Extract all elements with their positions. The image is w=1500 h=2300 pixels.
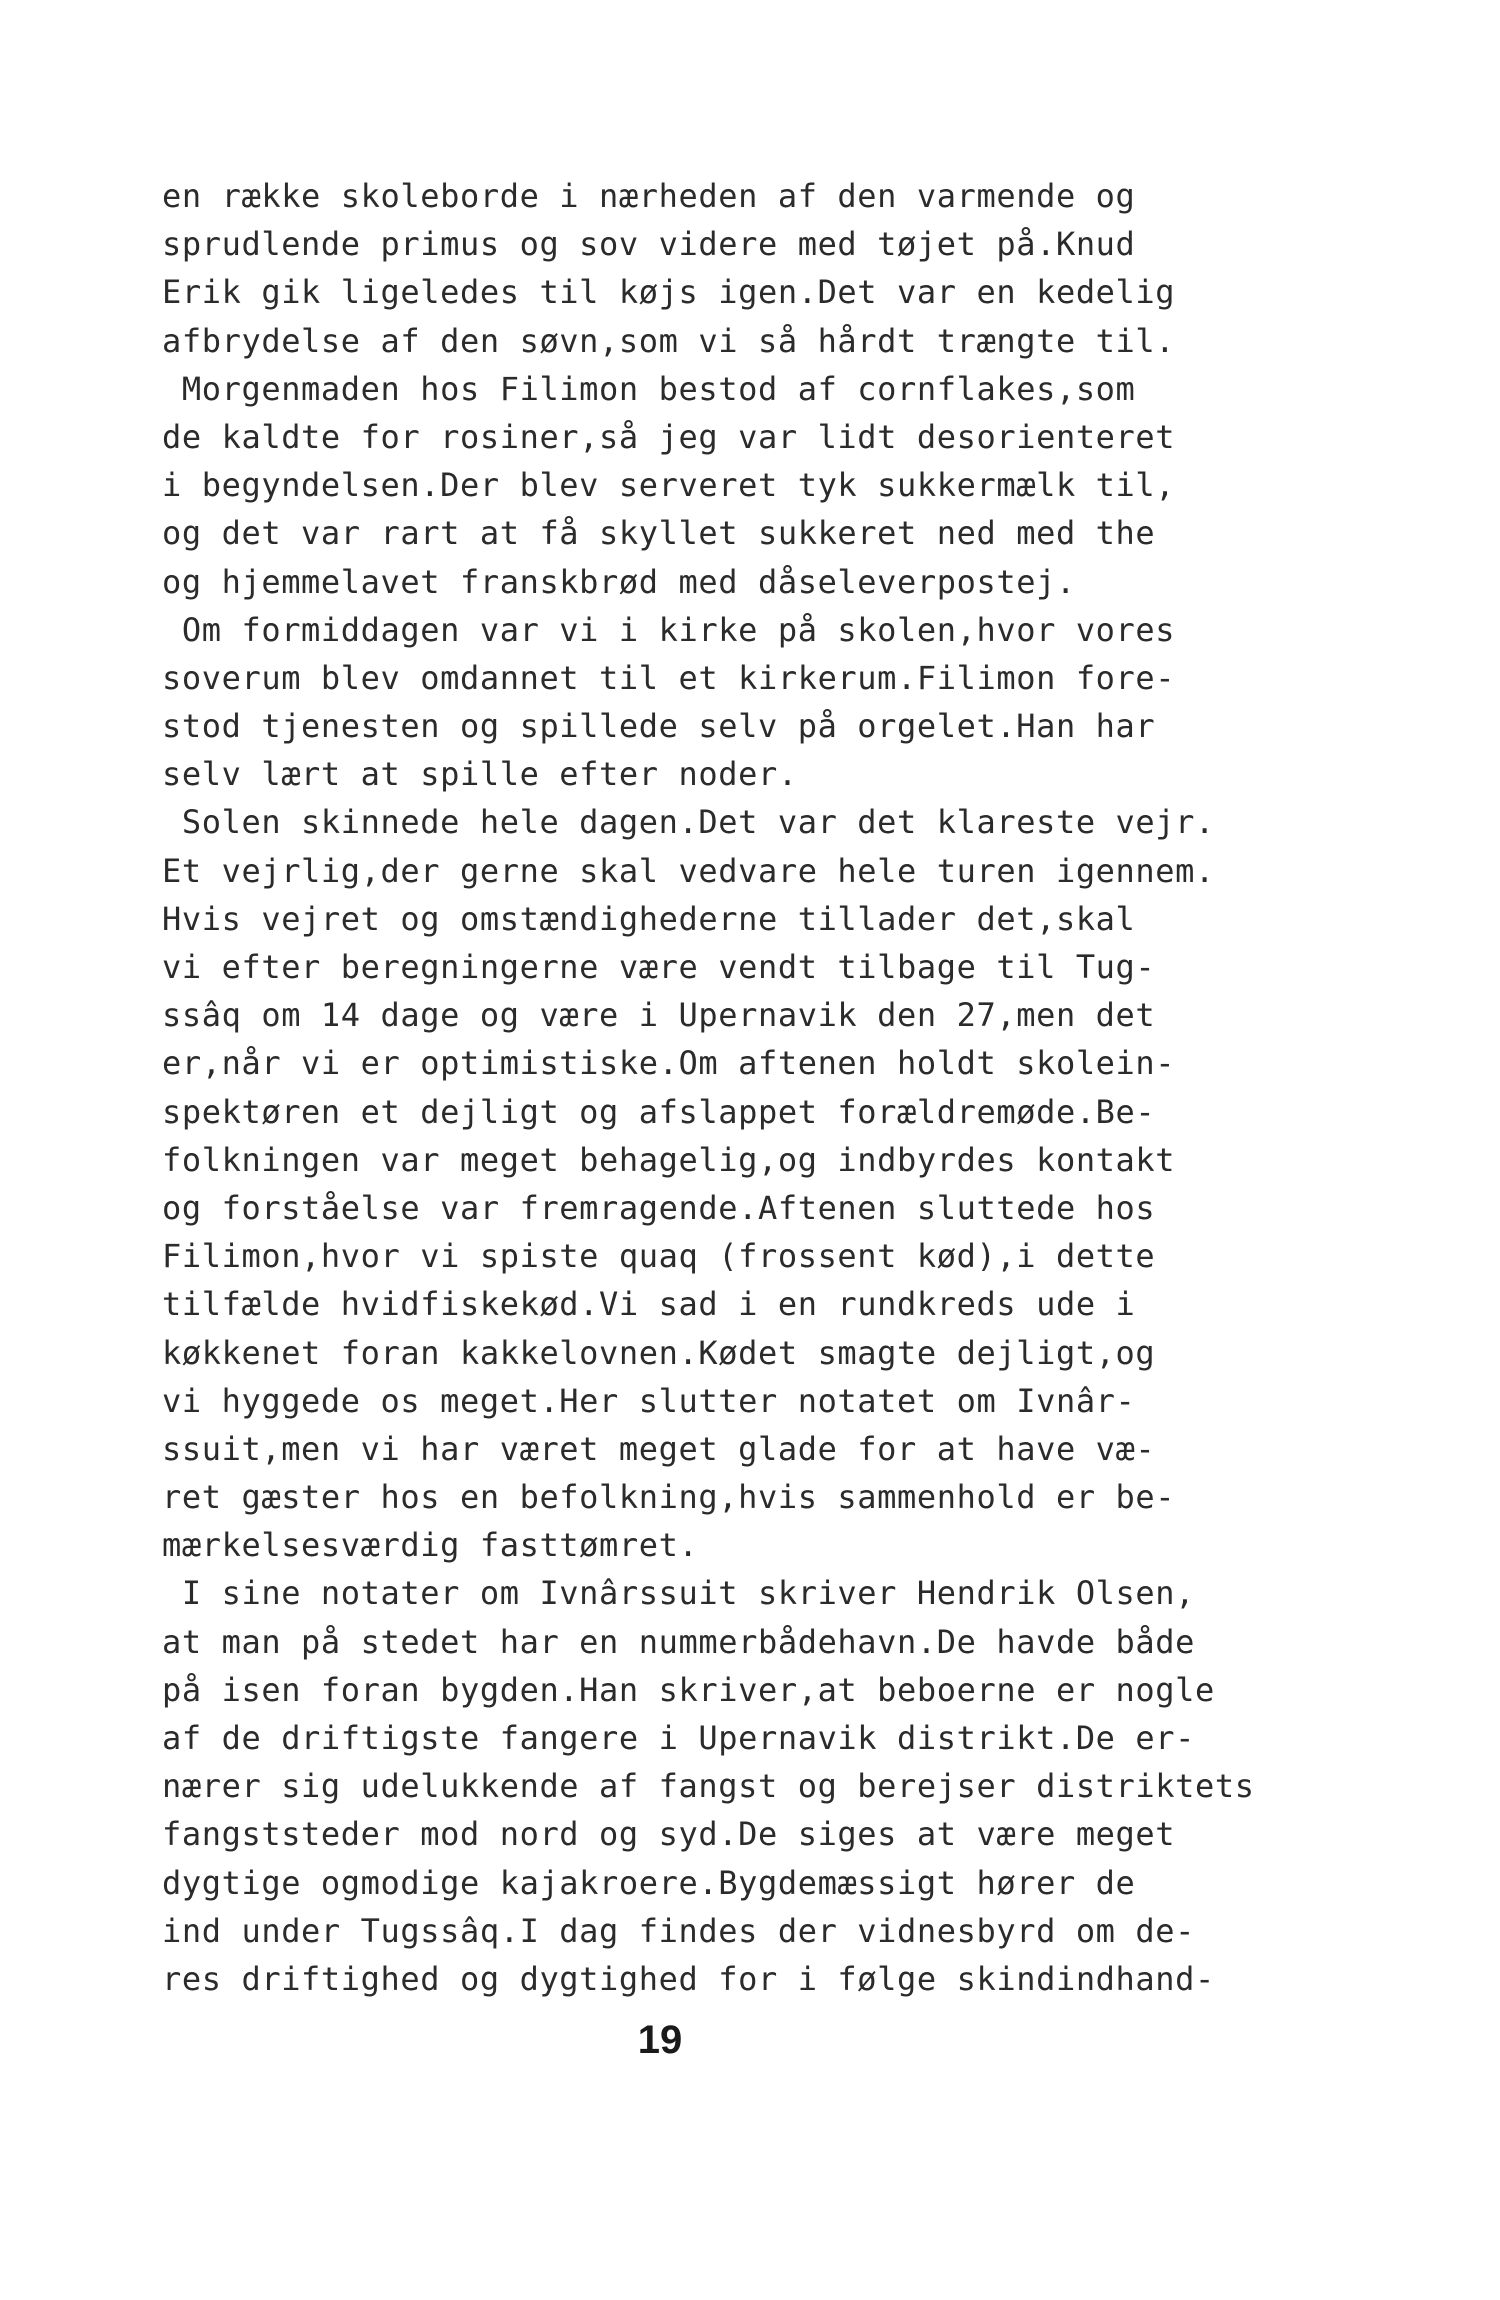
text-line: køkkenet foran kakkelovnen.Kødet smagte dejligt,og [162, 1333, 1156, 1372]
text-line: ind under Tugssâq.I dag findes der vidnesbyrd om de- [162, 1911, 1196, 1950]
text-line: er,når vi er optimistiske.Om aftenen holdt skolein- [162, 1044, 1176, 1083]
text-line: I sine notater om Ivnârssuit skriver Hendrik Olsen, [162, 1574, 1196, 1613]
text-line: afbrydelse af den søvn,som vi så hårdt trængte til. [162, 321, 1176, 360]
text-line: Hvis vejret og omstændighederne tillader det,skal [162, 899, 1136, 938]
text-line: sprudlende primus og sov videre med tøjet på.Knud [162, 225, 1136, 264]
body-text [162, 172, 1282, 2003]
text-line: og det var rart at få skyllet sukkeret ned med the [162, 514, 1156, 553]
text-line: Erik gik ligeledes til køjs igen.Det var en kedelig [162, 273, 1176, 312]
text-line: en række skoleborde i nærheden af den varmende og [162, 177, 1136, 215]
text-line: tilfælde hvidfiskekød.Vi sad i en rundkreds ude i [162, 1285, 1136, 1324]
text-line: spektøren et dejligt og afslappet forældremøde.Be- [162, 1092, 1156, 1131]
text-line: vi efter beregningerne være vendt tilbage til Tug- [162, 948, 1156, 986]
text-line: ssuit,men vi har været meget glade for at have væ- [162, 1429, 1156, 1468]
text-line: folkningen var meget behagelig,og indbyrdes kontakt [162, 1140, 1176, 1179]
text-line: fangststeder mod nord og syd.De siges at være meget [162, 1815, 1176, 1854]
text-line: Om formiddagen var vi i kirke på skolen,hvor vores [162, 610, 1176, 649]
text-line: selv lært at spille efter noder. [162, 755, 798, 794]
text-line: nærer sig udelukkende af fangst og berejser distriktets [162, 1767, 1255, 1806]
page-number: 19 [637, 2018, 683, 2062]
text-line: ret gæster hos en befolkning,hvis sammenhold er be- [162, 1478, 1176, 1517]
text-line: vi hyggede os meget.Her slutter notatet om Ivnâr- [162, 1381, 1136, 1420]
text-line: og hjemmelavet franskbrød med dåseleverpostej. [162, 562, 1076, 601]
text-line: Morgenmaden hos Filimon bestod af cornflakes,som [162, 369, 1136, 408]
text-line: Et vejrlig,der gerne skal vedvare hele turen igennem. [162, 851, 1215, 890]
text-line: af de driftigste fangere i Upernavik distrikt.De er- [162, 1719, 1196, 1757]
text-line: mærkelsesværdig fasttømret. [162, 1526, 699, 1565]
text-line: res driftighed og dygtighed for i følge skindindhand- [162, 1959, 1215, 1998]
text-line: i begyndelsen.Der blev serveret tyk sukkermælk til, [162, 466, 1176, 505]
text-line: på isen foran bygden.Han skriver,at beboerne er nogle [162, 1670, 1215, 1709]
text-line: at man på stedet har en nummerbådehavn.De havde både [162, 1622, 1196, 1661]
text-line: Solen skinnede hele dagen.Det var det klareste vejr. [162, 803, 1215, 842]
text-line: stod tjenesten og spillede selv på orgelet.Han har [162, 707, 1156, 746]
text-line: soverum blev omdannet til et kirkerum.Filimon fore- [162, 658, 1176, 697]
text-line: de kaldte for rosiner,så jeg var lidt desorienteret [162, 417, 1176, 456]
text-line: dygtige ogmodige kajakroere.Bygdemæssigt hører de [162, 1863, 1136, 1902]
text-line: og forståelse var fremragende.Aftenen sluttede hos [162, 1188, 1156, 1227]
text-line: ssâq om 14 dage og være i Upernavik den 27,men det [162, 996, 1156, 1035]
text-line: Filimon,hvor vi spiste quaq (frossent kød),i dette [162, 1237, 1156, 1276]
